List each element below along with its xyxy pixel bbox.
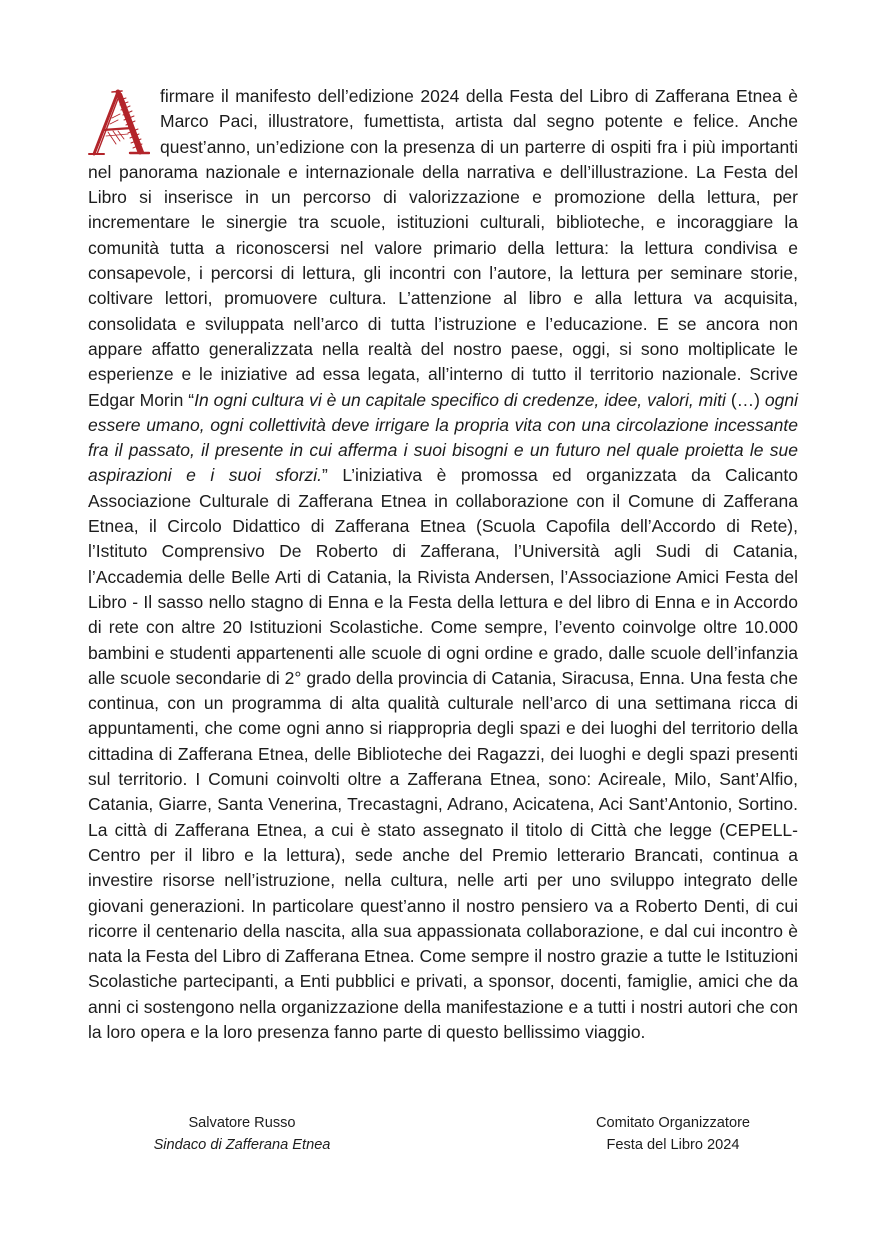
quote-part-2: ogni essere umano, ogni collettività deve irrigare la propria vita con una circolazione incessante fra il passato, il presente in cui afferma i suoi bisogni e un futuro nel quale proietta le sue aspirazioni e i suoi sforzi. <box>88 389 798 486</box>
body-text-part-2: ” L’iniziativa è promossa ed organizzata da Calicanto Associazione Culturale di Zafferana Etnea in collaborazione con il Comune di Zafferana Etnea, il Circolo Didattico di Zafferana Etnea (Scuola Capofila dell’Accordo di Rete), l’Istituto Comprensivo De Roberto di Zafferana, l’Università agli Sudi di Catania, l’Accademia delle Belle Arti di Catania, la Rivista Andersen, l’Associazione Amici Festa del Libro - Il sasso nello stagno di Enna e la Festa della lettura e del libro di Enna e in Accordo di rete con altre 20 Istituzioni Scolastiche. Come sempre, l’evento coinvolge oltre 10.000 bambini e studenti appartenenti alle scuole di ogni ordine e grado, dalle scuole dell’infanzia alle scuole secondarie di 2° grado della provincia di Catania, Siracusa, Enna. Una festa che continua, con un programma di alta qualità culturale nell’arco di una settimana ricca di appuntamenti, che come ogni anno si riappropria degli spazi e dei luoghi del territorio della cittadina di Zafferana Etnea, delle Biblioteche dei Ragazzi, dei luoghi e degli spazi presenti sul territorio. I Comuni coinvolti oltre a Zafferana Etnea, sono: Acireale, Milo, Sant’Alfio, Catania, Giarre, Santa Venerina, Trecastagni, Adrano, Acicatena, Aci Sant’Antonio, Sortino. La città di Zafferana Etnea, a cui è stato assegnato il titolo di Città che legge (CEPELL- Centro per il libro e la lettura), sede anche del Premio letterario Brancati, continua a investire risorse nell’istruzione, nella cultura, nelle arti per uno sviluppo integrato delle giovani generazioni. In particolare quest’anno il nostro pensiero va a Roberto Denti, di cui ricorre il centenario della nascita, alla sua appassionata collaborazione, e dal cui incontro è nata la Festa del Libro di Zafferana Etnea. Come sempre il nostro grazie a tutte le Istituzioni Scolastiche partecipanti, a Enti pubblici e privati, a sponsor, docenti, famiglie, amici che da anni ci sostengono nella organizzazione della manifestazione e a tutti i nostri autori che con la loro opera e la loro presenza fanno parte di questo bellissimo viaggio. <box>88 465 799 1042</box>
signature-right-role: Festa del Libro 2024 <box>606 1137 740 1153</box>
body-text-part-1: firmare il manifesto dell’edizione 2024 della Festa del Libro di Zafferana Etnea è Marco Paci, illustratore, fumettista, artista dal segno potente e felice. Anche quest’anno, un’edizione con la presenza di un parterre di ospiti fra i più importanti nel panorama nazionale e internazionale della narrativa e dell’illustrazione. La Festa del Libro si inserisce in un percorso di valorizzazione e promozione della lettura, per incrementare le sinergie tra scuole, istituzioni culturali, biblioteche, e incoraggiare la comunità tutta a riconoscersi nel valore primario della lettura: la lettura condivisa e consapevole, i percorsi di lettura, gli incontri con l’autore, la lettura per seminare storie, coltivare lettori, promuovere cultura. L’attenzione al libro e alla lettura va acquisita, consolidata e sviluppata nell’arco di tutta l’istruzione e l’educazione. E se ancora non appare affatto generalizzata nella realtà del nostro paese, oggi, si sono moltiplicate le esperienze e le iniziative ad essa legata, all’interno di tutto il territorio nazionale. Scrive Edgar Morin “ <box>88 86 798 410</box>
body-paragraph <box>88 84 798 1045</box>
signature-left-role: Sindaco di Zafferana Etnea <box>153 1137 331 1153</box>
signature-right <box>548 1112 798 1156</box>
signature-left <box>112 1112 372 1156</box>
quote-part-1: In ogni cultura vi è un capitale specifico di credenze, idee, valori, miti <box>194 389 726 410</box>
dropcap-a <box>88 86 150 158</box>
quote-ellipsis: (…) <box>725 389 765 410</box>
dropcap-letter-a-drawing <box>88 86 150 158</box>
body-text <box>88 84 798 1045</box>
signature-right-name: Comitato Organizzatore <box>595 1115 751 1131</box>
signature-left-name: Salvatore Russo <box>188 1115 296 1131</box>
